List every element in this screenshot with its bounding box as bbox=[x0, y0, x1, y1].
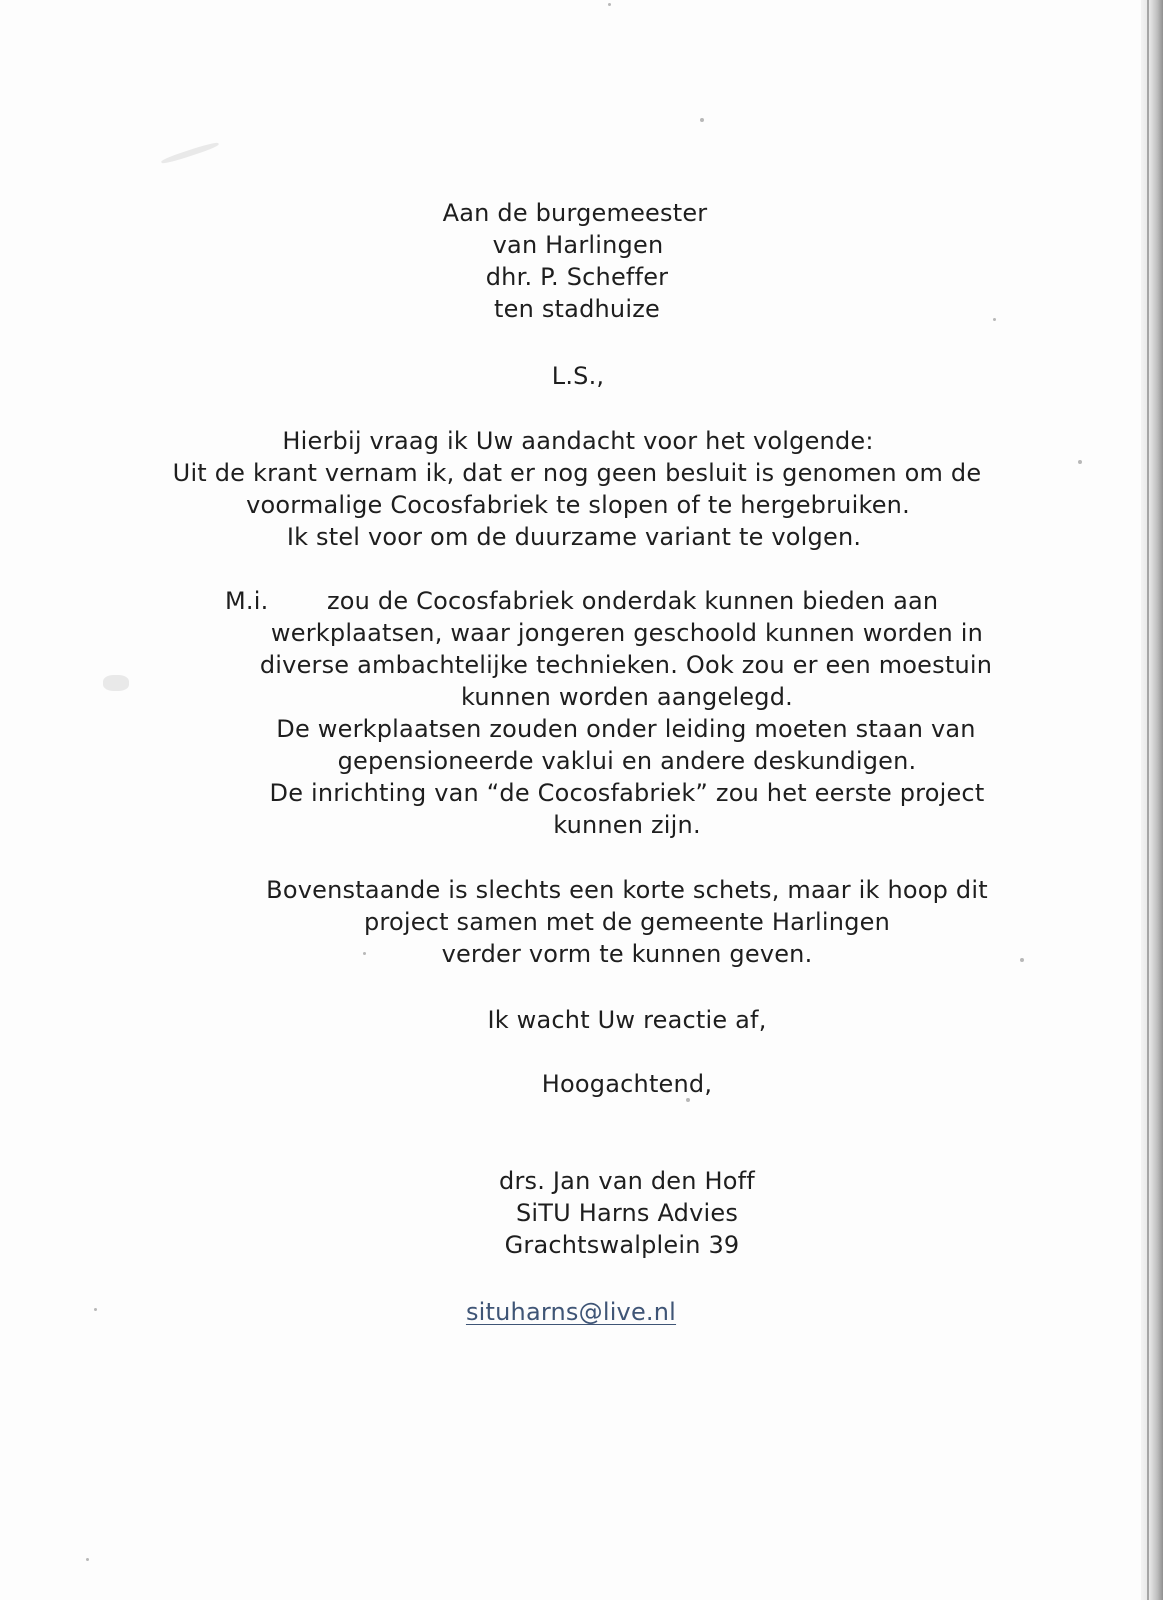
salutation: L.S., bbox=[551, 362, 605, 390]
scan-edge-line bbox=[1147, 0, 1149, 1600]
scan-speck bbox=[86, 1558, 89, 1561]
paragraph3-line-2: project samen met de gemeente Harlingen bbox=[363, 908, 891, 936]
scan-speck bbox=[94, 1308, 97, 1311]
address-line-3: dhr. P. Scheffer bbox=[485, 263, 669, 291]
paragraph2-line-6: gepensioneerde vaklui en andere deskundigen. bbox=[337, 747, 917, 775]
regards: Hoogachtend, bbox=[541, 1070, 713, 1098]
scan-smudge bbox=[161, 141, 220, 165]
paragraph3-line-3: verder vorm te kunnen geven. bbox=[441, 940, 813, 968]
signature-company: SiTU Harns Advies bbox=[515, 1199, 739, 1227]
paragraph2-line-7: De inrichting van “de Cocosfabriek” zou het eerste project bbox=[269, 779, 985, 807]
signature-address: Grachtswalplein 39 bbox=[504, 1231, 740, 1259]
scan-speck bbox=[608, 3, 611, 6]
closing-line: Ik wacht Uw reactie af, bbox=[487, 1006, 767, 1034]
scan-speck bbox=[700, 118, 704, 122]
paragraph2-lead: M.i. bbox=[225, 587, 269, 615]
paragraph1-line-4: Ik stel voor om de duurzame variant te volgen. bbox=[286, 523, 862, 551]
paragraph2-line-5: De werkplaatsen zouden onder leiding moeten staan van bbox=[276, 715, 976, 743]
address-line-4: ten stadhuize bbox=[494, 295, 660, 323]
address-line-2: van Harlingen bbox=[492, 231, 664, 259]
scan-speck bbox=[363, 952, 366, 955]
paragraph2-line-2: werkplaatsen, waar jongeren geschoold kunnen worden in bbox=[270, 619, 984, 647]
paragraph2-line-4: kunnen worden aangelegd. bbox=[461, 683, 793, 711]
scan-edge-shadow bbox=[1141, 0, 1163, 1600]
paragraph1-line-1: Hierbij vraag ik Uw aandacht voor het volgende: bbox=[282, 427, 874, 455]
paragraph3-line-1: Bovenstaande is slechts een korte schets, maar ik hoop dit bbox=[266, 876, 988, 904]
scan-speck bbox=[1078, 460, 1082, 464]
paragraph1-line-3: voormalige Cocosfabriek te slopen of te hergebruiken. bbox=[246, 491, 910, 519]
paragraph2-line-3: diverse ambachtelijke technieken. Ook zou er een moestuin bbox=[259, 651, 993, 679]
scan-speck bbox=[1020, 958, 1024, 962]
address-line-1: Aan de burgemeester bbox=[442, 199, 708, 227]
paragraph2-line-8: kunnen zijn. bbox=[553, 811, 701, 839]
email-link[interactable]: situharns@live.nl bbox=[465, 1298, 677, 1326]
scan-smudge bbox=[103, 675, 129, 691]
paragraph2-line-1: zou de Cocosfabriek onderdak kunnen bieden aan bbox=[327, 587, 939, 615]
signature-name: drs. Jan van den Hoff bbox=[499, 1167, 755, 1195]
scan-speck bbox=[993, 318, 996, 321]
paragraph1-line-2: Uit de krant vernam ik, dat er nog geen besluit is genomen om de bbox=[172, 459, 982, 487]
